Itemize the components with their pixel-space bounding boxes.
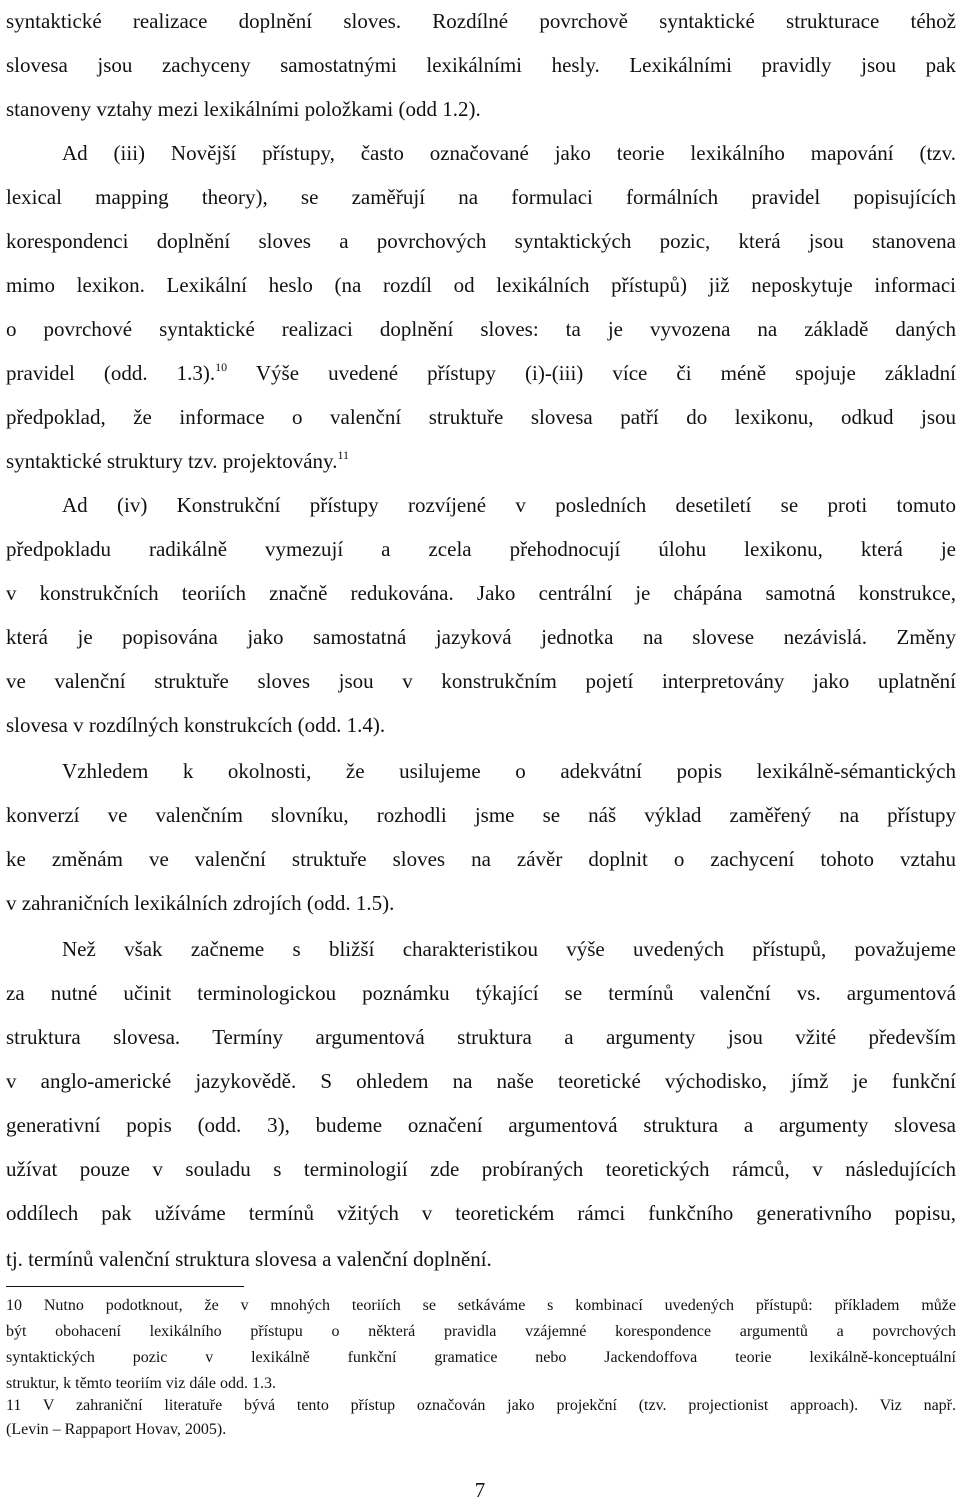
body-line: za nutné učinit terminologickou poznámku týkající se termínů valenční vs. argumentová — [6, 981, 956, 1005]
body-line: v zahraničních lexikálních zdrojích (odd. 1.5). — [6, 891, 395, 915]
body-line-with-footnote-ref — [6, 448, 956, 474]
body-text: Výše uvedené přístupy (i)-(iii) více či méně spojuje základní — [255, 361, 956, 385]
body-line: syntaktické realizace doplnění sloves. Rozdílné povrchově syntaktické strukturace téhož — [6, 9, 956, 33]
footnote-ref: 11 — [337, 448, 350, 462]
footnote-ref: 10 — [215, 360, 228, 374]
body-text: pravidel (odd. 1.3). — [6, 361, 216, 385]
footnote-line: 10 Nutno podotknout, že v mnohých teoriích se setkáváme s kombinací uvedených přístupů: příkladem může — [6, 1297, 956, 1314]
body-line: generativní popis (odd. 3), budeme označení argumentová struktura a argumenty slovesa — [6, 1113, 956, 1137]
footnote-line: být obohacení lexikálního přístupu o některá pravidla vzájemné korespondence argumentů a povrchových — [6, 1323, 956, 1340]
body-text: syntaktické struktury tzv. projektovány. — [6, 449, 338, 473]
body-line: ke změnám ve valenční struktuře sloves na závěr doplnit o zachycení tohoto vztahu — [6, 847, 956, 871]
body-line: oddílech pak užíváme termínů vžitých v teoretickém rámci funkčního generativního popisu, — [6, 1201, 956, 1225]
body-line: v anglo-americké jazykovědě. S ohledem na naše teoretické východisko, jímž je funkční — [6, 1069, 956, 1093]
body-line: korespondenci doplnění sloves a povrchových syntaktických pozic, která jsou stanovena — [6, 229, 956, 253]
footnote-line: (Levin – Rappaport Hovav, 2005). — [6, 1421, 227, 1438]
body-line: konverzí ve valenčním slovníku, rozhodli jsme se náš výklad zaměřený na přístupy — [6, 803, 956, 827]
body-line: struktura slovesa. Termíny argumentová struktura a argumenty jsou vžité především — [6, 1025, 956, 1049]
body-line: stanoveny vztahy mezi lexikálními položkami (odd 1.2). — [6, 97, 481, 121]
body-line: ve valenční struktuře sloves jsou v konstrukčním pojetí interpretovány jako uplatnění — [6, 669, 956, 693]
body-line: o povrchové syntaktické realizaci doplnění sloves: ta je vyvozena na základě daných — [6, 317, 956, 341]
footnote-line: struktur, k těmto teoriím viz dále odd. 1.3. — [6, 1375, 276, 1392]
footnote-line: 11 V zahraniční literatuře bývá tento přístup označován jako projekční (tzv. projectionist approach). Viz např. — [6, 1397, 956, 1414]
body-line: předpokladu radikálně vymezují a zcela přehodnocují úlohu lexikonu, která je — [6, 537, 956, 561]
body-line: v konstrukčních teoriích značně redukována. Jako centrální je chápána samotná konstrukce, — [6, 581, 956, 605]
body-line: slovesa jsou zachyceny samostatnými lexikálními hesly. Lexikálními pravidly jsou pak — [6, 53, 956, 77]
body-line: slovesa v rozdílných konstrukcích (odd. 1.4). — [6, 713, 386, 737]
body-line-with-footnote-ref — [6, 360, 956, 386]
body-line: Ad (iv) Konstrukční přístupy rozvíjené v posledních desetiletí se proti tomuto — [62, 493, 956, 517]
footnote-line: syntaktických pozic v lexikálně funkční gramatice nebo Jackendoffova teorie lexikálně-konceptuální — [6, 1349, 956, 1366]
body-line: tj. termínů valenční struktura slovesa a valenční doplnění. — [6, 1247, 492, 1271]
body-line: lexical mapping theory), se zaměřují na formulaci formálních pravidel popisujících — [6, 185, 956, 209]
page-number: 7 — [474, 1478, 486, 1502]
body-line: mimo lexikon. Lexikální heslo (na rozdíl od lexikálních přístupů) již neposkytuje informaci — [6, 273, 956, 297]
body-line: která je popisována jako samostatná jazyková jednotka na slovese nezávislá. Změny — [6, 625, 956, 649]
body-line: Ad (iii) Novější přístupy, často označované jako teorie lexikálního mapování (tzv. — [62, 141, 956, 165]
body-line: užívat pouze v souladu s terminologií zde probíraných teoretických rámců, v následujících — [6, 1157, 956, 1181]
body-line: předpoklad, že informace o valenční struktuře slovesa patří do lexikonu, odkud jsou — [6, 405, 956, 429]
body-line: Než však začneme s bližší charakteristikou výše uvedených přístupů, považujeme — [62, 937, 956, 961]
body-line: Vzhledem k okolnosti, že usilujeme o adekvátní popis lexikálně-sémantických — [62, 759, 956, 783]
footnote-separator — [6, 1286, 244, 1287]
